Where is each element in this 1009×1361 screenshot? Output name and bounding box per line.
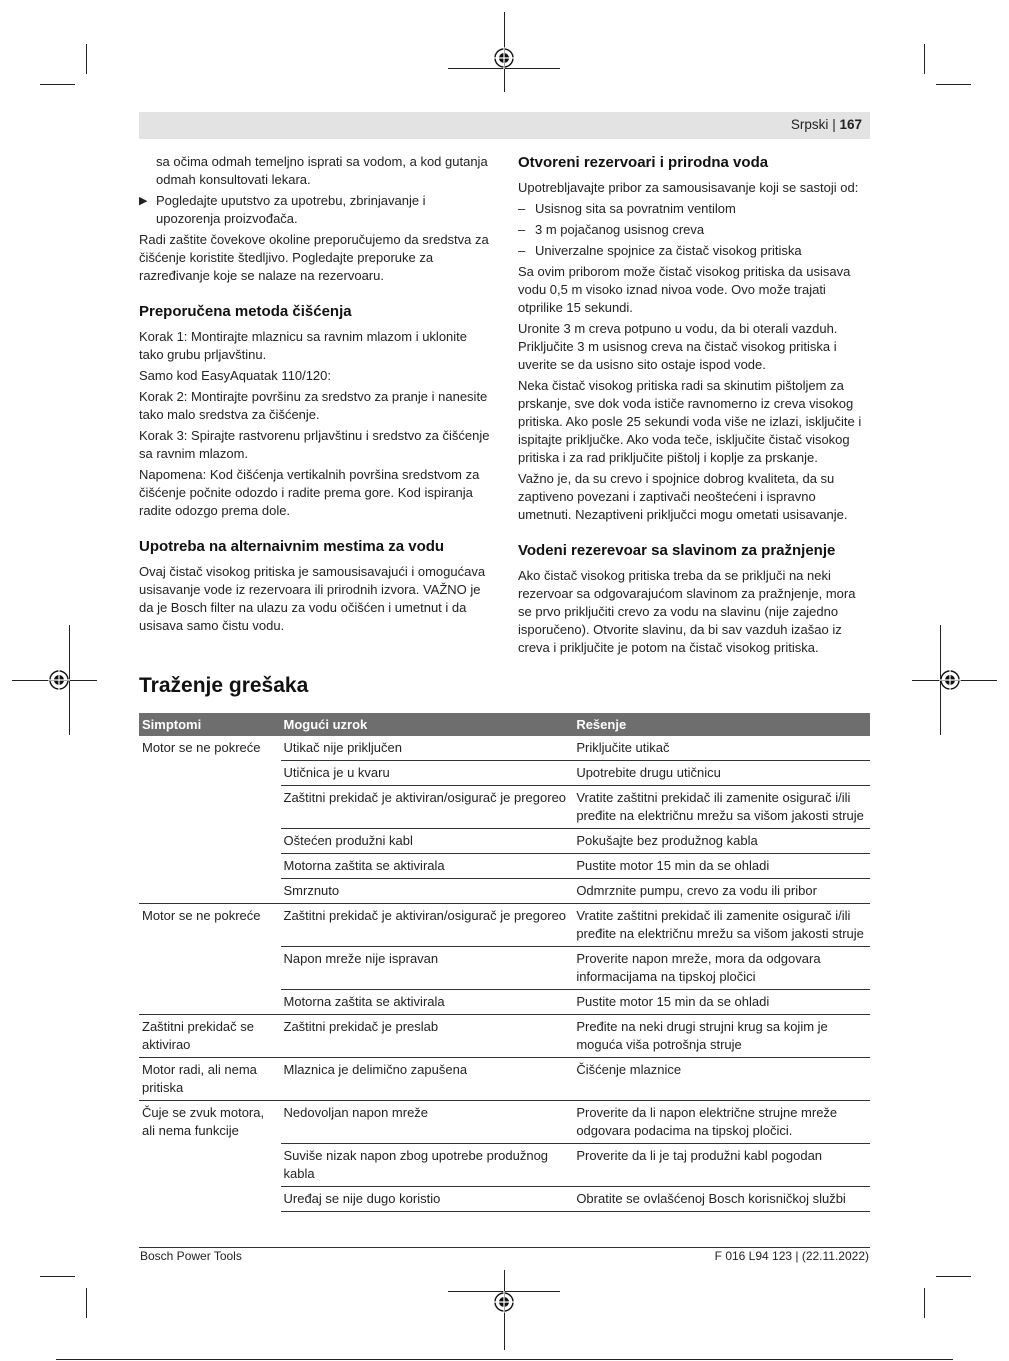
cause-cell: Mlaznica je delimično zapušena (281, 1058, 574, 1101)
cause-cell: Motorna zaštita se aktivirala (281, 990, 574, 1015)
accessory-text: 3 m pojačanog usisnog creva (535, 222, 705, 237)
page-header (139, 112, 870, 139)
solution-cell: Proverite da li napon električne strujne mreže odgovara podacima na tipskoj pločici. (573, 1101, 870, 1144)
column-header-cause: Mogući uzrok (281, 713, 574, 736)
registration-mark-icon (493, 1291, 515, 1313)
hose-paragraph: Uronite 3 m creva potpuno u vodu, da bi oterali vazduh. Priključite 3 m usisnog creva na čistač visokog pritiska i uverite se da usisno sito ostaje ispod vode. (518, 321, 838, 372)
accessory-text: Usisnog sita sa povratnim ventilom (535, 201, 736, 216)
table-row (139, 1101, 870, 1144)
page-language (791, 117, 862, 132)
table-row (139, 1058, 870, 1101)
solution-cell: Vratite zaštitni prekidač ili zamenite osigurač i/ili pređite na električnu mrežu sa višom jakosti struje (573, 786, 870, 829)
drain-tank-heading: Vodeni rezerevoar sa slavinom za pražnjenje (518, 542, 836, 559)
symptom-cell: Motor se ne pokreće (139, 904, 281, 1015)
accessory-item (518, 221, 870, 239)
easyaquatak-note: Samo kod EasyAquatak 110/120: (139, 368, 331, 383)
footer-doc-id: F 016 L94 123 | (22.11.2022) (714, 1249, 869, 1263)
cause-cell: Nedovoljan napon mreže (281, 1101, 574, 1144)
solution-cell: Priključite utikač (576, 740, 670, 755)
registration-mark-icon (939, 669, 961, 691)
solution-cell: Proverite napon mreže, mora da odgovara informacijama na tipskoj pločici (573, 947, 870, 990)
dash-marker: – (518, 201, 526, 216)
accessory-text: Univerzalne spojnice za čistač visokog pritiska (535, 243, 802, 258)
symptom-cell: Čuje se zvuk motora, ali nema funkcije (139, 1101, 281, 1212)
step-3: Korak 3: Spirajte rastvorenu prljavštinu i sredstvo za čišćenje sa ravnim mlazom. (139, 428, 490, 461)
cause-cell: Zaštitni prekidač je aktiviran/osigurač je pregoreo (281, 786, 574, 829)
cause-cell: Zaštitni prekidač je aktiviran/osigurač je pregoreo (281, 904, 574, 947)
accessory-intro: Upotrebljavajte pribor za samousisavanje koji se sastoji od: (518, 180, 859, 195)
method-heading: Preporučena metoda čišćenja (139, 303, 352, 320)
step-1: Korak 1: Montirajte mlaznicu sa ravnim mlazom i uklonite tako grubu prljavštinu. (139, 329, 468, 362)
solution-cell: Vratite zaštitni prekidač ili zamenite osigurač i/ili pređite na električnu mrežu sa višom jakosti struje (573, 904, 870, 947)
drain-tank-paragraph: Ako čistač visokog pritiska treba da se priključi na neki rezervoar sa odgovarajućom slavinom za pražnjenje, mora se prvo priključiti crevo za vodu na slavinu (nije zajedno isporučeno). Otvorite slavinu, da bi sav vazduh izašao iz creva i priključite je potom na čistač visokog pritiska. (518, 568, 856, 655)
registration-mark-icon (48, 669, 70, 691)
symptom-cell: Motor radi, ali nema pritiska (139, 1058, 281, 1101)
solution-cell: Pustite motor 15 min da se ohladi (573, 854, 870, 879)
bullet-text: Pogledajte uputstvo za upotrebu, zbrinjavanje i upozorenja proizvođača. (156, 193, 426, 226)
right-column (518, 153, 870, 660)
header-separator: | (832, 117, 836, 132)
solution-cell: Upotrebite drugu utičnicu (573, 761, 870, 786)
dash-marker: – (518, 222, 526, 237)
page-number: 167 (839, 117, 862, 132)
cause-cell: Utikač nije priključen (283, 740, 402, 755)
table-row (139, 736, 870, 761)
open-tanks-heading: Otvoreni rezervoari i prirodna voda (518, 154, 769, 171)
solution-cell: Pokušajte bez produžnog kabla (573, 829, 870, 854)
troubleshooting-title: Traženje grešaka (139, 674, 309, 697)
cause-cell: Napon mreže nije ispravan (281, 947, 574, 990)
table-row (139, 904, 870, 947)
footer-brand: Bosch Power Tools (140, 1249, 242, 1263)
operation-paragraph: Neka čistač visokog pritiska radi sa skinutim pištoljem za prskanje, sve dok voda ističe ravnomerno iz creva visokog pritiska. Ako posle 25 sekundi voda više ne izlazi, isključite i ispitajte priključke. Ako voda teče, isključite čistač visokog pritiska i za rad priključite pištolj i koplje za prskanje. (518, 378, 862, 465)
solution-cell: Proverite da li je taj produžni kabl pogodan (573, 1144, 870, 1187)
cause-cell: Smrznuto (281, 879, 574, 904)
suction-paragraph: Sa ovim priborom može čistač visokog pritiska da usisava vodu 0,5 m visoko iznad nivoa vode. Ovo može trajati otprilike 15 sekundi. (518, 264, 851, 315)
cause-cell: Uređaj se nije dugo koristio (281, 1187, 574, 1212)
triangle-bullet-icon: ▶ (139, 195, 148, 207)
quality-paragraph: Važno je, da su crevo i spojnice dobrog kvaliteta, da su zaptiveno povezani i zaptivači neoštećeni i ispravno umetnuti. Nezaptiveni priključci mogu ometati usisavanje. (518, 471, 848, 522)
footer-divider (139, 1247, 870, 1248)
cleaning-note: Napomena: Kod čišćenja vertikalnih površina sredstvom za čišćenje počnite odozdo i radite prema gore. Kod ispiranja radite odozgo prema dole. (139, 467, 480, 518)
language-label: Srpski (790, 117, 829, 132)
solution-cell: Odmrznite pumpu, crevo za vodu ili pribor (573, 879, 870, 904)
accessory-item (518, 242, 870, 260)
cause-cell: Utičnica je u kvaru (281, 761, 574, 786)
cause-cell: Motorna zaštita se aktivirala (281, 854, 574, 879)
symptom-cell: Motor se ne pokreće (142, 740, 261, 755)
alternative-water-paragraph: Ovaj čistač visokog pritiska je samousisavajući i omogućava usisavanje vode iz rezervoara ili prirodnih izvora. VAŽNO je da je Bosch filter na ulazu za vodu očišćen i umetnut i da usisava samo čistu vodu. (139, 564, 486, 633)
cause-cell: Zaštitni prekidač je preslab (281, 1015, 574, 1058)
registration-mark-icon (493, 47, 515, 69)
column-header-solution: Rešenje (573, 713, 870, 736)
dash-marker: – (518, 243, 526, 258)
alternative-water-heading: Upotreba na alternaivnim mestima za vodu (139, 538, 445, 555)
environment-paragraph: Radi zaštite čovekove okoline preporučujemo da sredstva za čišćenje koristite štedljivo. Pogledajte preporuke za razređivanje koje se nalaze na rezervoaru. (139, 232, 489, 283)
table-header-row (139, 713, 870, 736)
table-row (139, 1015, 870, 1058)
troubleshooting-table (139, 713, 870, 1212)
cause-cell: Oštećen produžni kabl (281, 829, 574, 854)
solution-cell: Obratite se ovlašćenoj Bosch korisničkoj službi (573, 1187, 870, 1212)
solution-cell: Čišćenje mlaznice (573, 1058, 870, 1101)
solution-cell: Pustite motor 15 min da se ohladi (573, 990, 870, 1015)
solution-cell: Pređite na neki drugi strujni krug sa kojim je moguća viša potrošnja struje (573, 1015, 870, 1058)
cause-cell: Suviše nizak napon zbog upotrebe produžnog kabla (281, 1144, 574, 1187)
continued-paragraph: sa očima odmah temeljno isprati sa vodom, a kod gutanja odmah konsultovati lekara. (156, 154, 488, 187)
bullet-item (139, 192, 491, 228)
column-header-symptoms: Simptomi (139, 713, 281, 736)
left-column (139, 153, 491, 638)
step-2: Korak 2: Montirajte površinu za sredstvo za pranje i nanesite tako malo sredstva za čišćenje. (139, 389, 488, 422)
accessory-item (518, 200, 870, 218)
symptom-cell: Zaštitni prekidač se aktivirao (139, 1015, 281, 1058)
